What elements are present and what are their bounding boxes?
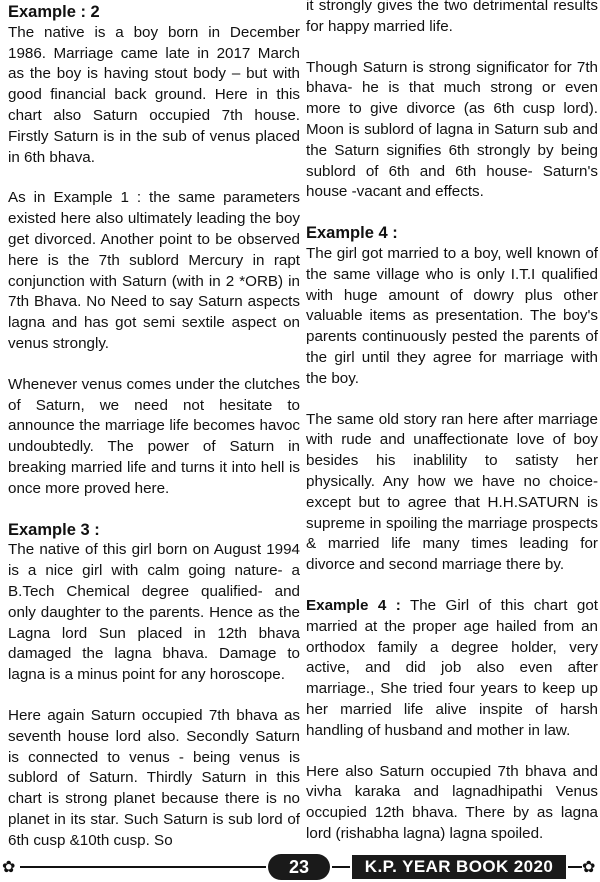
paragraph: The native is a boy born in December 1986. Marriage came late in 2017 March as the boy is having stout body – but with good financial back ground. Here in this chart also Saturn occupied 7th house. Firstly Saturn is in the sub of venus placed in 6th bhava. (8, 23, 300, 166)
paragraph: Though Saturn is strong significator for 7th bhava- he is that much strong or even more to give divorce (as 6th cusp lord). Moon is sublord of lagna in Saturn sub and the Saturn signifies 6th strongly by being sublord of 6th and 6th house- Saturn's house -vacant and effects. (306, 58, 598, 201)
page-number: 23 (268, 854, 330, 880)
paragraph: The same old story ran here after marriage with rude and unaffectionate love of boy besides his inablility to satisty her physically. Any how we have no choice- except but to agree that H.H.SATURN is supreme in spoiling the marriage prospects & married life many times leading for divorce and second marriage there by. (306, 410, 598, 574)
footer-rule-left (20, 866, 266, 868)
example4-heading: Example 4 : (306, 224, 398, 243)
page-footer (0, 852, 600, 882)
footer-rule-middle (332, 866, 350, 868)
book-title: K.P. YEAR BOOK 2020 (352, 855, 566, 879)
right-column (306, 0, 598, 865)
footer-rule-right (568, 866, 582, 868)
left-column (8, 2, 300, 871)
paragraph: it strongly gives the two detrimental results for happy married life. (306, 0, 598, 35)
example3-heading: Example 3 : (8, 520, 100, 539)
paragraph: The native of this girl born on August 1994 is a nice girl with calm going nature- a B.Tech Chemical degree qualified- and only daughter to the parents. Hence as the Lagna lord Sun placed in 12th bhava damaged the lagna bhava. Damage to lagna is a minus point for any horoscope. (8, 541, 300, 684)
paragraph: Here also Saturn occupied 7th bhava and vivha karaka and lagnadhipathi Venus occupied 12th bhava. There by as lagna lord (rishabha lagna) lagna spoiled. (306, 762, 598, 842)
paragraph-example4-second (306, 596, 598, 742)
example2-heading: Example : 2 (8, 3, 100, 21)
paragraph: As in Example 1 : the same parameters existed here also ultimately leading the boy get divorced. Another point to be observed here is the 7th sublord Mercury in rapt conjunction with Saturn (with in 2 *ORB) in 7th Bhava. No Need to say Saturn aspects lagna and has got semi sextile aspect on venus strongly. (8, 189, 300, 352)
paragraph: The girl got married to a boy, well known of the same village who is only I.T.I qualified with huge amount of dowry plus other valuable items as presentation. The boy's parents continuously pested the parents of the girl until they agree for marriage with the boy. (306, 244, 598, 387)
example4-inline-heading: Example 4 : (306, 596, 401, 614)
paragraph-text: The Girl of this chart got married at the proper age hailed from an orthodox family a degree holder, very active, and did job also even after marriage., She tried four years to keep up her married life alive inspite of harsh handling of husband and mother in law. (306, 596, 598, 739)
paragraph: Whenever venus comes under the clutches of Saturn, we need not hesitate to announce the marriage life becomes havoc undoubtedly. The power of Saturn in breaking married life and turns it into hell is once more proved here. (8, 375, 300, 497)
ornament-icon: ✿ (582, 857, 596, 876)
ornament-icon: ✿ (2, 857, 16, 876)
paragraph: Here again Saturn occupied 7th bhava as seventh house lord also. Secondly Saturn is connected to venus - being venus is sublord of Saturn. Thirdly Saturn in this chart is strong planet because there is no planet in its star. Such Saturn is sub lord of 6th cusp &10th cusp. So (8, 706, 300, 849)
